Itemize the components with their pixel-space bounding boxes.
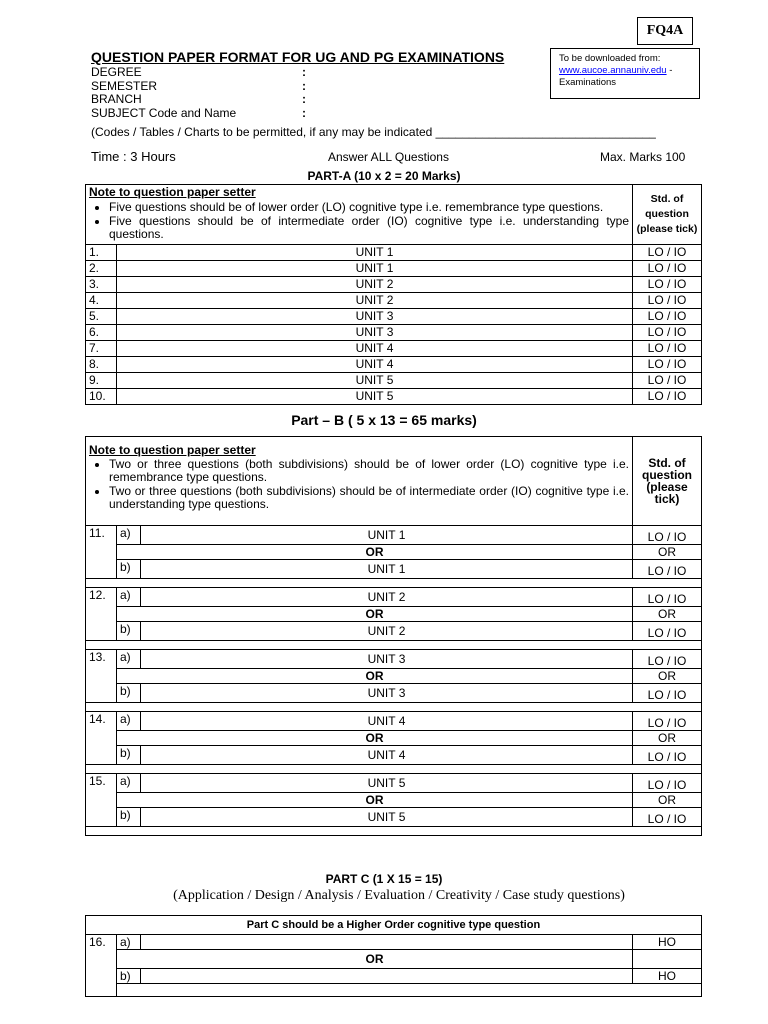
- part-b-title: Part – B ( 5 x 13 = 65 marks): [291, 412, 477, 428]
- question-unit[interactable]: UNIT 4: [117, 357, 633, 373]
- tick-or-label: OR: [633, 669, 702, 684]
- question-tick[interactable]: LO / IO: [633, 357, 702, 373]
- part-b-question-b: [86, 622, 702, 641]
- sub-a-label: a): [117, 588, 141, 607]
- codes-line: (Codes / Tables / Charts to be permitted, if any may be indicated _________________________________: [91, 125, 656, 139]
- tick-or-label: OR: [633, 793, 702, 808]
- question-number: 13.: [86, 650, 117, 703]
- part-a-row: [86, 293, 702, 309]
- part-a-row: [86, 357, 702, 373]
- question-unit-b[interactable]: UNIT 2: [141, 622, 633, 641]
- question-tick-b[interactable]: LO / IO: [633, 684, 702, 703]
- question-number: 7.: [86, 341, 117, 357]
- part-a-row: [86, 245, 702, 261]
- sub-b-label: b): [117, 684, 141, 703]
- part-a-row: [86, 373, 702, 389]
- part-c-tick-a[interactable]: HO: [633, 935, 702, 950]
- part-c-title: PART C (1 X 15 = 15): [325, 872, 443, 886]
- part-a-row: [86, 309, 702, 325]
- part-b-std-header: Std. of question (please tick): [633, 437, 702, 526]
- part-a-row: [86, 341, 702, 357]
- part-b-question-a: [86, 774, 702, 793]
- page-title: QUESTION PAPER FORMAT FOR UG AND PG EXAMINATIONS: [91, 49, 505, 65]
- part-a-title: PART-A (10 x 2 = 20 Marks): [307, 169, 461, 183]
- or-label: OR: [117, 669, 633, 684]
- question-number: 14.: [86, 712, 117, 765]
- field-semester: SEMESTER: [91, 78, 158, 93]
- question-unit-a[interactable]: UNIT 4: [141, 712, 633, 731]
- part-a-note-cell: [86, 185, 633, 245]
- question-tick-b[interactable]: LO / IO: [633, 808, 702, 827]
- question-number: 1.: [86, 245, 117, 261]
- part-c-or: OR: [117, 950, 633, 969]
- field-subject: SUBJECT Code and Name: [91, 105, 237, 120]
- part-b-note-title: Note to question paper setter: [89, 443, 256, 457]
- question-number: 6.: [86, 325, 117, 341]
- question-unit-a[interactable]: UNIT 5: [141, 774, 633, 793]
- part-b-spacer: [86, 827, 702, 836]
- time-label: Time : 3 Hours: [91, 149, 176, 164]
- question-tick[interactable]: LO / IO: [633, 245, 702, 261]
- question-tick-a[interactable]: LO / IO: [633, 588, 702, 607]
- part-a-note-1: • Five questions should be of lower order (LO) cognitive type i.e. remembrance type questions.: [109, 201, 629, 214]
- question-unit-a[interactable]: UNIT 2: [141, 588, 633, 607]
- part-a-row: [86, 277, 702, 293]
- question-number: 11.: [86, 526, 117, 579]
- part-b-rows: [86, 526, 702, 836]
- question-number: 15.: [86, 774, 117, 827]
- part-b-note-cell: [86, 437, 633, 526]
- part-b-spacer: [86, 765, 702, 774]
- part-a-row: [86, 261, 702, 277]
- question-unit[interactable]: UNIT 1: [117, 261, 633, 277]
- question-unit[interactable]: UNIT 5: [117, 389, 633, 405]
- question-tick[interactable]: LO / IO: [633, 341, 702, 357]
- question-tick-a[interactable]: LO / IO: [633, 526, 702, 545]
- sub-b-label: b): [117, 746, 141, 765]
- question-tick[interactable]: LO / IO: [633, 261, 702, 277]
- sub-b-label: b): [117, 808, 141, 827]
- sub-a-label: a): [117, 526, 141, 545]
- download-link[interactable]: www.aucoe.annauniv.edu: [559, 65, 667, 76]
- part-c-table: [85, 915, 702, 997]
- sub-b-label: b): [117, 622, 141, 641]
- question-unit-a[interactable]: UNIT 3: [141, 650, 633, 669]
- field-degree: DEGREE: [91, 65, 142, 79]
- part-b-or-row: [86, 545, 702, 560]
- question-number: 2.: [86, 261, 117, 277]
- part-b-question-a: [86, 650, 702, 669]
- tick-or-label: OR: [633, 607, 702, 622]
- part-b-spacer: [86, 579, 702, 588]
- part-b-question-b: [86, 808, 702, 827]
- question-unit-b[interactable]: UNIT 1: [141, 560, 633, 579]
- part-b-note-1: • Two or three questions (both subdivisions) should be of lower order (LO) cognitive type i.e. remembrance type questions.: [109, 458, 629, 484]
- question-unit-a[interactable]: UNIT 1: [141, 526, 633, 545]
- question-number: 12.: [86, 588, 117, 641]
- part-b-table: [85, 436, 702, 836]
- sub-a-label: a): [117, 774, 141, 793]
- header-fields: [91, 66, 236, 120]
- part-b-question-a: [86, 526, 702, 545]
- form-code-box: FQ4A: [637, 17, 693, 45]
- part-a-note-title: Note to question paper setter: [89, 185, 256, 199]
- part-a-row: [86, 325, 702, 341]
- question-tick[interactable]: LO / IO: [633, 293, 702, 309]
- part-b-or-row: [86, 731, 702, 746]
- field-branch: BRANCH: [91, 92, 142, 106]
- part-c-answer-a[interactable]: [141, 935, 633, 950]
- sub-b-label: b): [117, 560, 141, 579]
- question-tick-a[interactable]: LO / IO: [633, 712, 702, 731]
- part-b-question-b: [86, 560, 702, 579]
- question-number: 4.: [86, 293, 117, 309]
- part-c-sub-b: b): [117, 969, 141, 984]
- part-b-spacer: [86, 641, 702, 650]
- question-tick[interactable]: LO / IO: [633, 389, 702, 405]
- part-c-num: 16.: [86, 935, 117, 950]
- part-b-question-b: [86, 746, 702, 765]
- or-label: OR: [117, 607, 633, 622]
- part-b-note-2: • Two or three questions (both subdivisions) should be of intermediate order (IO) cognitive type i.e. understanding type questions.: [109, 485, 629, 511]
- download-info-box: [550, 48, 700, 99]
- part-c-answer-b[interactable]: [141, 969, 633, 984]
- part-c-sub-a: a): [117, 935, 141, 950]
- question-number: 5.: [86, 309, 117, 325]
- question-tick[interactable]: LO / IO: [633, 373, 702, 389]
- download-section: Examinations: [559, 77, 617, 88]
- question-number: 3.: [86, 277, 117, 293]
- part-b-question-a: [86, 588, 702, 607]
- part-b-question-b: [86, 684, 702, 703]
- question-unit-b[interactable]: UNIT 4: [141, 746, 633, 765]
- question-tick[interactable]: LO / IO: [633, 309, 702, 325]
- or-label: OR: [117, 545, 633, 560]
- part-c-tick-b[interactable]: HO: [633, 969, 702, 984]
- question-unit[interactable]: UNIT 2: [117, 277, 633, 293]
- question-unit-b[interactable]: UNIT 3: [141, 684, 633, 703]
- question-tick[interactable]: LO / IO: [633, 277, 702, 293]
- header-colons: : : : :: [302, 65, 306, 120]
- question-number: 9.: [86, 373, 117, 389]
- question-unit[interactable]: UNIT 5: [117, 373, 633, 389]
- question-tick-b[interactable]: LO / IO: [633, 560, 702, 579]
- question-unit[interactable]: UNIT 1: [117, 245, 633, 261]
- question-tick-a[interactable]: LO / IO: [633, 650, 702, 669]
- question-number: 10.: [86, 389, 117, 405]
- tick-or-label: OR: [633, 545, 702, 560]
- question-unit[interactable]: UNIT 4: [117, 341, 633, 357]
- part-c-subtitle: (Application / Design / Analysis / Evaluation / Creativity / Case study questions): [173, 888, 625, 903]
- question-unit[interactable]: UNIT 3: [117, 309, 633, 325]
- or-label: OR: [117, 793, 633, 808]
- part-a-std-header: Std. of question (please tick): [633, 185, 702, 245]
- part-b-or-row: [86, 607, 702, 622]
- question-tick-b[interactable]: LO / IO: [633, 622, 702, 641]
- part-c-header: Part C should be a Higher Order cognitive type question: [86, 916, 702, 935]
- download-suffix: -: [666, 65, 673, 76]
- answer-all-label: Answer ALL Questions: [328, 150, 449, 164]
- part-b-or-row: [86, 793, 702, 808]
- question-tick-b[interactable]: LO / IO: [633, 746, 702, 765]
- part-b-spacer: [86, 703, 702, 712]
- tick-or-label: OR: [633, 731, 702, 746]
- question-tick[interactable]: LO / IO: [633, 325, 702, 341]
- sub-a-label: a): [117, 712, 141, 731]
- question-unit-b[interactable]: UNIT 5: [141, 808, 633, 827]
- or-label: OR: [117, 731, 633, 746]
- sub-a-label: a): [117, 650, 141, 669]
- part-b-question-a: [86, 712, 702, 731]
- question-unit[interactable]: UNIT 2: [117, 293, 633, 309]
- part-a-table: [85, 184, 702, 405]
- part-a-rows: [86, 245, 702, 405]
- download-label: To be downloaded from:: [559, 53, 661, 64]
- question-tick-a[interactable]: LO / IO: [633, 774, 702, 793]
- part-a-row: [86, 389, 702, 405]
- max-marks-label: Max. Marks 100: [600, 150, 686, 164]
- question-unit[interactable]: UNIT 3: [117, 325, 633, 341]
- part-a-note-2: • Five questions should be of intermediate order (IO) cognitive type i.e. understanding type questions.: [109, 215, 629, 241]
- part-b-or-row: [86, 669, 702, 684]
- question-number: 8.: [86, 357, 117, 373]
